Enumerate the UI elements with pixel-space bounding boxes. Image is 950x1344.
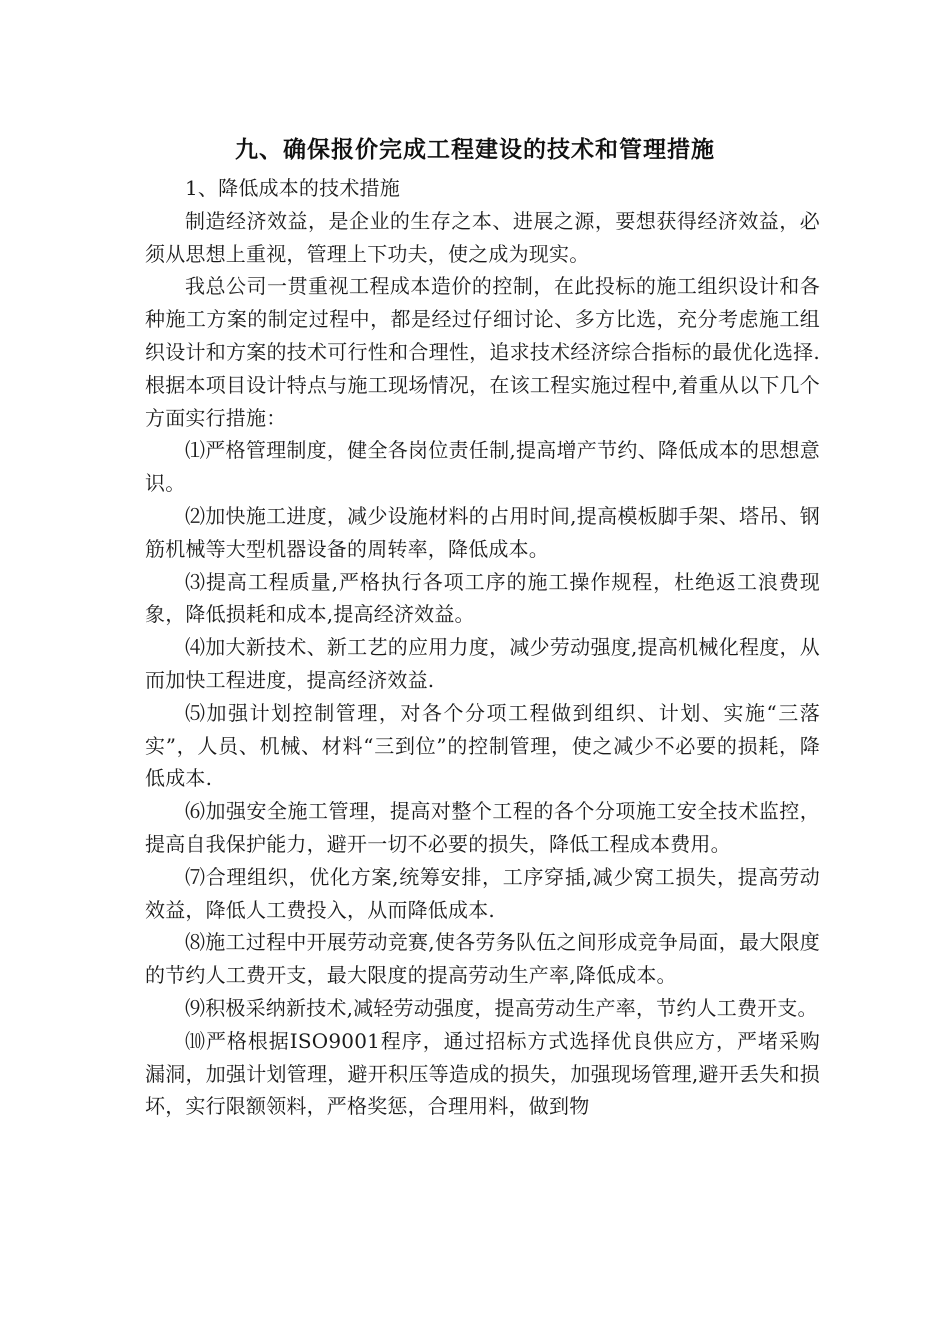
measure-item-1: ⑴严格管理制度，健全各岗位责任制,提高增产节约、降低成本的思想意识。 <box>145 438 820 496</box>
measure-item-2: ⑵加快施工进度，减少设施材料的占用时间,提高模板脚手架、塔吊、钢筋机械等大型机器设备的周转率，降低成本。 <box>145 503 820 561</box>
document-title: 九、确保报价完成工程建设的技术和管理措施 <box>235 136 715 163</box>
intro-paragraph: 我总公司一贯重视工程成本造价的控制，在此投标的施工组织设计和各种施工方案的制定过程中，都是经过仔细讨论、多方比选，充分考虑施工组织设计和方案的技术可行性和合理性，追求技术经济综合指标的最优化选择.根据本项目设计特点与施工现场情况，在该工程实施过程中,着重从以下几个方面实行措施： <box>145 274 820 430</box>
measure-item-6: ⑹加强安全施工管理，提高对整个工程的各个分项施工安全技术监控，提高自我保护能力，避开一切不必要的损失，降低工程成本费用。 <box>145 799 820 856</box>
measure-item-10: ⑽严格根据ISO9001程序，通过招标方式选择优良供应方，严堵采购漏洞，加强计划管理，避开积压等造成的损失，加强现场管理,避开丢失和损坏，实行限额领料，严格奖惩，合理用料，做到物 <box>145 1028 820 1119</box>
measure-item-3: ⑶提高工程质量,严格执行各项工序的施工操作规程，杜绝返工浪费现象，降低损耗和成本,提高经济效益。 <box>145 569 820 627</box>
intro-paragraph: 制造经济效益，是企业的生存之本、进展之源，要想获得经济效益，必须从思想上重视，管理上下功夫，使之成为现实。 <box>145 208 820 266</box>
measure-item-4: ⑷加大新技术、新工艺的应用力度，减少劳动强度,提高机械化程度，从而加快工程进度，提高经济效益. <box>145 635 820 692</box>
measure-item-7: ⑺合理组织，优化方案,统筹安排，工序穿插,减少窝工损失，提高劳动效益，降低人工费投入，从而降低成本. <box>145 864 820 922</box>
measure-item-8: ⑻施工过程中开展劳动竞赛,使各劳务队伍之间形成竞争局面，最大限度的节约人工费开支，最大限度的提高劳动生产率,降低成本。 <box>145 930 820 988</box>
section-heading: 1、降低成本的技术措施 <box>185 176 400 200</box>
measure-item-5: ⑸加强计划控制管理，对各个分项工程做到组织、计划、实施“三落实”，人员、机械、材料“三到位”的控制管理，使之减少不必要的损耗，降低成本. <box>145 700 820 791</box>
measure-item-9: ⑼积极采纳新技术,减轻劳动强度，提高劳动生产率，节约人工费开支。 <box>185 995 818 1020</box>
document-body <box>145 172 820 1123</box>
